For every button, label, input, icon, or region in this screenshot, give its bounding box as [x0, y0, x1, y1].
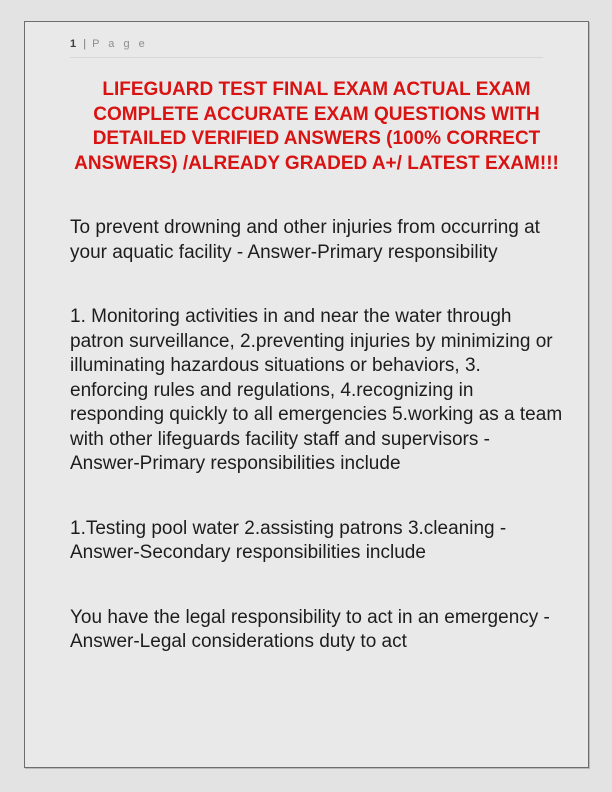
page-header-separator: |	[83, 38, 87, 50]
qa-paragraph-primary-responsibilities-include: 1. Monitoring activities in and near the water through patron surveillance, 2.preventing injuries by minimizing or illuminating hazardous situations or behaviors, 3. enforcing rules and regulations, 4.recognizing in responding quickly to all emergencies 5.working as a team with other lifeguards facility staff and supervisors - Answer-Primary responsibilities include	[70, 306, 563, 474]
page-number: 1	[70, 38, 79, 50]
qa-paragraph-duty-to-act: You have the legal responsibility to act in an emergency - Answer-Legal considerations duty to act	[70, 606, 550, 652]
page-header-label: P a g e	[92, 38, 148, 50]
qa-paragraph-secondary-responsibilities: 1.Testing pool water 2.assisting patrons 3.cleaning - Answer-Secondary responsibilities include	[70, 517, 507, 563]
header-rule	[70, 57, 543, 58]
document-title: LIFEGUARD TEST FINAL EXAM ACTUAL EXAM COMPLETE ACCURATE EXAM QUESTIONS WITH DETAILED VERIFIED ANSWERS (100% CORRECT ANSWERS) /ALREADY GRADED A+/ LATEST EXAM!!!	[74, 79, 559, 174]
qa-paragraph-primary-responsibility: To prevent drowning and other injuries from occurring at your aquatic facility - Answer-Primary responsibility	[70, 217, 540, 263]
page-header	[70, 36, 565, 52]
document-page	[24, 21, 589, 768]
